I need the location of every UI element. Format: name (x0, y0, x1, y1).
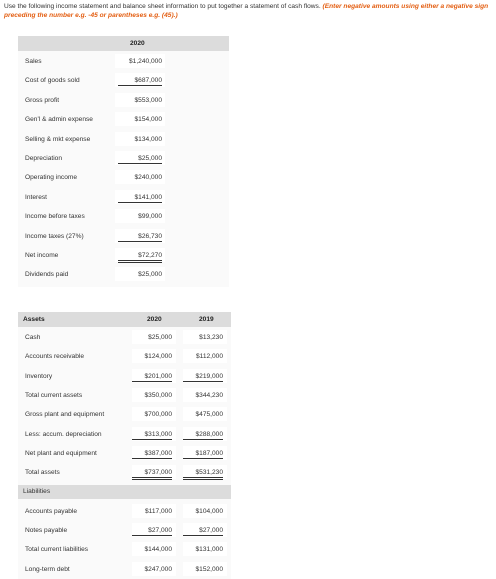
income-statement-row (18, 72, 229, 90)
row-value: $134,000 (134, 135, 162, 143)
row-label: Total assets (25, 469, 60, 477)
row-label: Interest (25, 193, 47, 201)
income-statement-row (18, 247, 229, 265)
row-label: Income before taxes (25, 213, 85, 221)
balance-sheet-2020-header: 2020 (147, 316, 162, 323)
row-value-2020: $350,000 (144, 391, 172, 399)
row-label: Liabilities (23, 488, 51, 496)
balance-sheet-section-header (18, 485, 231, 499)
row-value-2019: $104,000 (195, 507, 223, 515)
row-value: $154,000 (134, 116, 162, 124)
income-statement-year-header: 2020 (130, 40, 145, 47)
row-value-2019: $475,000 (195, 411, 223, 419)
row-value-2019: $131,000 (195, 546, 223, 554)
row-label: Notes payable (25, 527, 68, 534)
row-value-2020: $27,000 (132, 527, 172, 536)
row-label: Accounts payable (25, 507, 78, 515)
row-label: Gen'l & admin expense (25, 116, 93, 124)
row-label: Long-term debt (25, 565, 70, 573)
row-label: Total current liabilities (25, 546, 89, 554)
row-label: Gross profit (25, 96, 60, 104)
row-value-2019: $27,000 (183, 527, 223, 536)
row-label: Sales (25, 58, 42, 65)
row-label: Cash (25, 334, 41, 341)
income-statement-header (18, 36, 229, 51)
row-label: Income taxes (27%) (25, 232, 84, 240)
row-value-2019: $288,000 (183, 431, 223, 440)
row-value-2020: $313,000 (132, 431, 172, 440)
row-label: Operating income (25, 174, 78, 182)
balance-sheet-row (18, 464, 231, 482)
income-statement-row (18, 131, 229, 149)
row-value-2020: $25,000 (148, 334, 172, 341)
balance-sheet-table (18, 312, 231, 579)
income-statement-table (18, 36, 229, 287)
balance-sheet-row (18, 426, 231, 444)
row-value: $141,000 (118, 194, 162, 203)
row-value-2020: $144,000 (144, 546, 172, 554)
row-value: $1,240,000 (128, 58, 162, 65)
row-label: Gross plant and equipment (25, 411, 105, 419)
row-value: $72,270 (118, 252, 162, 263)
row-label: Inventory (25, 372, 53, 380)
income-statement-row (18, 92, 229, 110)
row-value: $99,000 (138, 213, 162, 221)
instructions-text: Use the following income statement and balance sheet information to put together a statement of cash flows. (4, 3, 321, 10)
row-label: Depreciation (25, 155, 63, 162)
row-value-2019: $531,230 (183, 469, 223, 480)
income-statement-row (18, 111, 229, 129)
balance-sheet-header (18, 312, 231, 327)
row-label: Cost of goods sold (25, 77, 80, 85)
row-value: $25,000 (138, 271, 162, 279)
row-value: $26,730 (118, 233, 162, 242)
balance-sheet-row (18, 348, 231, 366)
row-label: Accounts receivable (25, 353, 85, 361)
row-value: $553,000 (134, 96, 162, 104)
balance-sheet-row (18, 541, 231, 559)
balance-sheet-row (18, 561, 231, 579)
row-value: $25,000 (118, 155, 162, 164)
income-statement-row (18, 169, 229, 187)
instructions-note: (Enter negative amounts using either a negative sign preceding the number e.g. -45 or parentheses e.g. (45).) (4, 3, 489, 19)
income-statement-row (18, 189, 229, 207)
row-label: Total current assets (25, 391, 83, 399)
balance-sheet-row (18, 387, 231, 405)
row-label: Dividends paid (25, 271, 69, 279)
row-value-2019: $112,000 (195, 353, 223, 361)
balance-sheet-assets-header: Assets (23, 316, 45, 323)
balance-sheet-2019-header: 2019 (199, 316, 214, 323)
row-value-2019: $344,230 (195, 391, 223, 399)
income-statement-row (18, 266, 229, 284)
balance-sheet-row (18, 406, 231, 424)
row-value-2020: $117,000 (144, 507, 172, 515)
balance-sheet-row (18, 522, 231, 540)
row-value-2019: $152,000 (195, 565, 223, 573)
row-value-2020: $700,000 (144, 411, 172, 419)
row-value-2020: $247,000 (144, 565, 172, 573)
income-statement-row (18, 150, 229, 168)
balance-sheet-row (18, 329, 231, 347)
row-label: Less: accum. depreciation (25, 430, 102, 438)
balance-sheet-row (18, 503, 231, 521)
row-value-2019: $13,230 (199, 334, 223, 341)
income-statement-row (18, 208, 229, 226)
row-label: Net plant and equipment (25, 449, 97, 457)
balance-sheet-row (18, 368, 231, 386)
row-value-2020: $737,000 (132, 469, 172, 480)
row-value-2020: $387,000 (132, 450, 172, 459)
row-value-2019: $219,000 (183, 373, 223, 382)
row-label: Net income (25, 252, 59, 259)
row-value-2020: $201,000 (132, 373, 172, 382)
row-value-2019: $187,000 (183, 450, 223, 459)
balance-sheet-row (18, 445, 231, 463)
row-value: $687,000 (118, 77, 162, 86)
row-value: $240,000 (134, 174, 162, 182)
income-statement-row (18, 228, 229, 246)
instructions (4, 2, 492, 20)
row-label: Selling & mkt expense (25, 135, 91, 143)
row-value-2020: $124,000 (144, 353, 172, 361)
income-statement-row (18, 53, 229, 71)
